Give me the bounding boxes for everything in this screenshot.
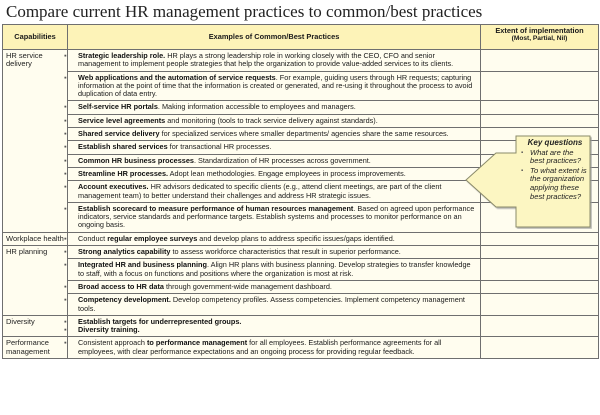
key-questions-callout — [464, 135, 592, 229]
table-row — [3, 101, 599, 114]
bullet-icon: ▪ — [64, 281, 67, 291]
header-row — [3, 25, 599, 50]
page-title: Compare current HR management practices to common/best practices — [6, 2, 483, 21]
practice-line — [64, 129, 477, 139]
practice-cell — [64, 232, 481, 245]
practice-bold: Shared service delivery — [78, 129, 160, 139]
bullet-icon: ▪ — [64, 247, 67, 257]
table-row — [3, 246, 599, 259]
header-extent-label: Extent of implementation — [495, 26, 584, 35]
extent-cell[interactable] — [481, 259, 599, 281]
practice-bold: Integrated HR and business planning — [78, 260, 207, 270]
table-row — [3, 315, 599, 337]
callout-text — [521, 139, 589, 202]
extent-cell[interactable] — [481, 114, 599, 127]
bullet-icon: ▪ — [64, 72, 67, 82]
practice-text: and monitoring (tools to track service delivery against standards). — [165, 115, 378, 125]
callout-item: ▪ What are the best practices? — [521, 149, 589, 166]
practice-cell — [64, 315, 481, 337]
extent-cell[interactable] — [481, 337, 599, 359]
practice-bold: Competency development. — [78, 295, 171, 305]
practice-text: HR plays a strong leadership role in working closely with the CEO, CFO and senior management to implement people strategies that help the organization to provide value-added services to its clients. — [78, 51, 454, 69]
table-row — [3, 114, 599, 127]
practice-bold: regular employee surveys — [107, 233, 198, 243]
practice-bold: Account executives. — [78, 182, 149, 192]
bullet-icon: ▪ — [64, 102, 67, 112]
practice-line — [64, 51, 477, 69]
practice-text: Adopt lean methodologies. Engage employees in process improvements. — [168, 168, 406, 178]
bullet-icon: ▪ — [64, 260, 67, 270]
practice-cell — [64, 202, 481, 232]
practice-line — [64, 142, 477, 152]
practice-line — [64, 168, 477, 178]
table-row — [3, 71, 599, 101]
header-examples: Examples of Common/Best Practices — [68, 25, 481, 50]
bullet-icon: ▪ — [64, 316, 67, 326]
practice-bold: Service level agreements — [78, 115, 166, 125]
table-row — [3, 280, 599, 293]
practice-bold: Strong analytics capability — [78, 247, 171, 257]
practice-text: Develop competency profiles. Assess competencies. Implement competency management tools. — [78, 295, 465, 313]
practice-cell — [64, 50, 481, 72]
practice-cell — [64, 181, 481, 203]
practice-line — [64, 115, 477, 125]
bullet-icon: ▪ — [64, 233, 67, 243]
practice-line — [64, 247, 477, 257]
practice-bold: Web applications and the automation of service requests — [78, 72, 276, 82]
capability-cell: Workplace health — [3, 232, 68, 245]
practice-cell — [64, 167, 481, 180]
table-row — [3, 259, 599, 281]
bullet-icon: ▪ — [64, 115, 67, 125]
practice-text: . Standardization of HR processes across government. — [193, 155, 371, 165]
practice-bold: to performance management — [146, 338, 248, 348]
capability-cell: Performance management — [3, 337, 68, 359]
practice-cell — [64, 246, 481, 259]
practice-text: for all employees. Establish performance agreements for all employees, with clear performance expectations and an ongoing process for providing regular feedback. — [78, 338, 442, 356]
practice-cell — [64, 337, 481, 359]
header-extent — [481, 25, 599, 50]
extent-cell[interactable] — [481, 71, 599, 101]
practice-line — [64, 295, 477, 313]
practice-line — [64, 260, 477, 278]
practice-cell — [64, 101, 481, 114]
practice-line — [64, 233, 477, 243]
extent-cell[interactable] — [481, 50, 599, 72]
practice-bold: Streamline HR processes. — [78, 168, 169, 178]
bullet-icon: ▪ — [64, 182, 67, 192]
extent-cell[interactable] — [481, 232, 599, 245]
capability-cell: HR service delivery — [3, 50, 68, 233]
practice-cell — [64, 128, 481, 141]
extent-cell[interactable] — [481, 315, 599, 337]
practice-cell — [64, 259, 481, 281]
practice-line — [64, 338, 477, 356]
practice-text: . Align HR plans with business planning. Develop strategies to transfer knowledge to staff, with a focus on functions and positions where the organization is most at risk. — [78, 260, 471, 278]
extent-cell[interactable] — [481, 294, 599, 316]
practice-text: and develop plans to address specific issues/gaps identified. — [197, 233, 395, 243]
practice-cell — [64, 71, 481, 101]
practice-bold: Establish scorecard to measure performance of human resources management — [78, 203, 354, 213]
bullet-icon: ▪ — [64, 338, 67, 348]
bullet-icon: ▪ — [64, 51, 67, 60]
table-row — [3, 337, 599, 359]
extent-cell[interactable] — [481, 280, 599, 293]
practice-bold: Establish targets for underrepresented groups. — [78, 316, 242, 326]
practice-line — [64, 72, 477, 99]
practice-lead-text: Conduct — [78, 233, 108, 243]
practice-line — [64, 155, 477, 165]
bullet-icon: ▪ — [64, 168, 67, 178]
practice-text: HR advisors dedicated to specific clients (e.g., attend client meetings, are part of the client management team) to better understand their challenges and address HR strategic issues. — [78, 182, 442, 200]
practice-cell — [64, 280, 481, 293]
table-row — [3, 232, 599, 245]
bullet-icon: ▪ — [64, 203, 67, 213]
practice-bold: Diversity training. — [78, 325, 140, 335]
bullet-icon: ▪ — [64, 142, 67, 152]
practice-text: through government-wide management dashboard. — [163, 281, 332, 291]
practice-cell — [64, 154, 481, 167]
practice-line — [64, 325, 477, 335]
table-row — [3, 50, 599, 72]
bullet-icon: ▪ — [64, 325, 67, 335]
bullet-icon: ▪ — [64, 129, 67, 139]
practice-cell — [64, 114, 481, 127]
capability-cell: HR planning — [3, 246, 68, 316]
callout-heading: Key questions — [527, 138, 583, 147]
practice-text: . Making information accessible to employees and managers. — [157, 102, 356, 112]
practice-line — [64, 102, 477, 112]
practice-cell — [64, 141, 481, 154]
practice-text: to assess workforce characteristics that result in superior performance. — [170, 247, 401, 257]
practice-text: . Based on agreed upon performance indicators, service standards and performance targets. Establish systems and processes to monitor performance on an ongoing basis. — [78, 203, 475, 230]
practice-text: . For example, guiding users through HR requests; capturing information at the point of time that the information is created or generated, and re-using it throughout the process to avoid duplication of data entry. — [78, 72, 473, 99]
callout-list — [521, 149, 589, 202]
extent-cell[interactable] — [481, 246, 599, 259]
practice-line — [64, 281, 477, 291]
header-capabilities: Capabilities — [3, 25, 68, 50]
bullet-icon: ▪ — [64, 295, 67, 305]
practice-cell — [64, 294, 481, 316]
practice-line — [64, 182, 477, 200]
practice-bold: Strategic leadership role. — [78, 51, 166, 60]
practice-text: for transactional HR processes. — [167, 142, 272, 152]
practice-bold: Self-service HR portals — [78, 102, 158, 112]
practice-line — [64, 203, 477, 230]
extent-cell[interactable] — [481, 101, 599, 114]
practice-bold: Broad access to HR data — [78, 281, 164, 291]
capability-cell: Diversity — [3, 315, 68, 337]
practice-lead-text: Consistent approach — [78, 338, 147, 348]
practice-bold: Common HR business processes — [78, 155, 194, 165]
callout-item: ▪ To what extent is the organization applying these best practices? — [521, 167, 589, 201]
header-extent-sub: (Most, Partial, Nil) — [511, 35, 568, 42]
table-row — [3, 294, 599, 316]
practice-text: for specialized services where smaller departments/ agencies share the same resources. — [159, 129, 449, 139]
bullet-icon: ▪ — [64, 155, 67, 165]
practice-bold: Establish shared services — [78, 142, 168, 152]
